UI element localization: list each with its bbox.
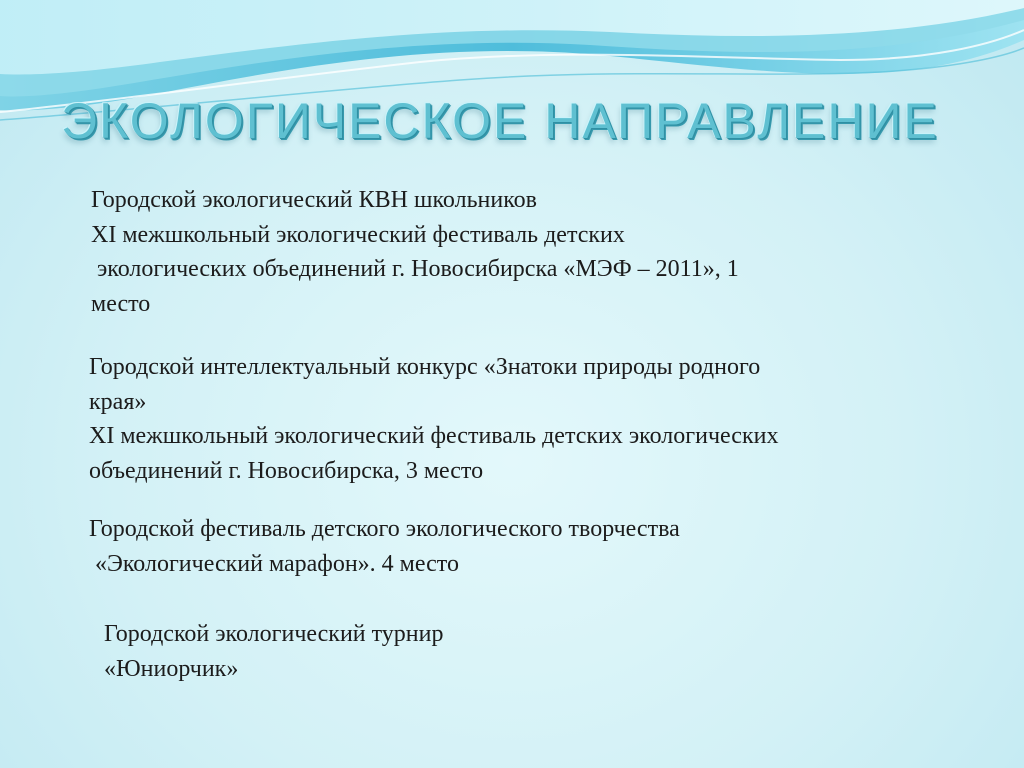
text-line: XI межшкольный экологический фестиваль детских	[91, 221, 625, 248]
achievement-block-2	[89, 350, 778, 488]
slide-title: ЭКОЛОГИЧЕСКОЕ НАПРАВЛЕНИЕ	[61, 93, 939, 149]
text-line: Городской фестиваль детского экологического творчества	[89, 516, 680, 542]
text-line: «Экологический марафон». 4 место	[89, 550, 459, 577]
text-line: края»	[89, 388, 147, 415]
text-line: «Юниорчик»	[104, 655, 239, 682]
achievement-block-4	[104, 617, 444, 686]
text-line: XI межшкольный экологический фестиваль детских экологических	[89, 423, 779, 449]
achievement-block-3	[89, 512, 680, 581]
text-line: экологических объединений г. Новосибирска «МЭФ – 2011», 1	[91, 256, 739, 282]
text-line: объединений г. Новосибирска, 3 место	[89, 457, 484, 484]
text-line: место	[91, 290, 151, 317]
text-line: Городской экологический турнир	[104, 621, 444, 647]
achievement-block-1	[91, 183, 739, 321]
text-line: Городской интеллектуальный конкурс «Знатоки природы родного	[89, 354, 761, 380]
text-line: Городской экологический КВН школьников	[91, 187, 537, 213]
